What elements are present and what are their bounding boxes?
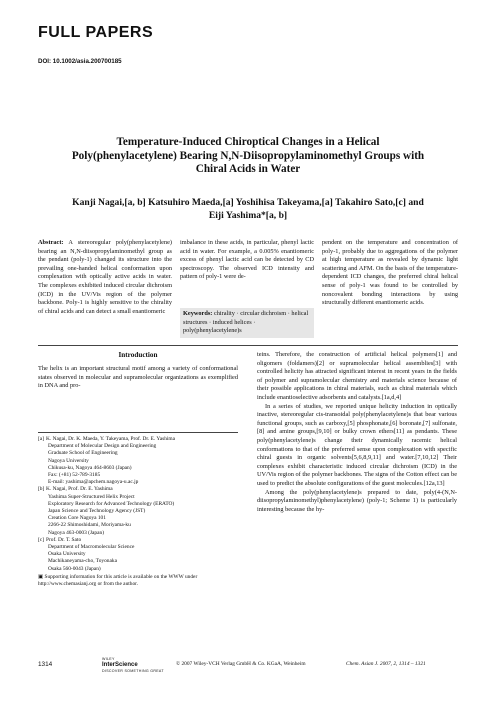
copyright: © 2007 Wiley-VCH Verlag GmbH & Co. KGaA, Weinheim	[176, 661, 306, 667]
affiliation-line: Nagoya University	[48, 457, 89, 464]
affiliation-line: Department of Molecular Design and Engineering	[48, 443, 157, 450]
affiliation-line: [b] K. Nagai, Prof. Dr. E. Yashima	[38, 486, 113, 493]
supporting-info[interactable]: ▣ Supporting information for this article is available on the WWW under http://www.chemasianj.org or from the author.	[38, 573, 198, 588]
affiliation-label: [b]	[38, 486, 45, 493]
publisher-tagline: DISCOVER SOMETHING GREAT	[102, 669, 164, 673]
doi[interactable]: DOI: 10.1002/asia.200700185	[38, 58, 122, 65]
authors-line-1: Kanji Nagai,[a, b] Katsuhiro Maeda,[a] Yoshihisa Takeyama,[a] Takahiro Sato,[c] and	[72, 197, 424, 208]
author-list	[40, 196, 456, 222]
title-line-3: Chiral Acids in Water	[195, 163, 301, 176]
abstract-column-1	[38, 239, 172, 316]
affiliation-label: [a]	[38, 436, 44, 442]
affiliation-line: Fax: (+81) 52-789-3185	[48, 472, 101, 479]
journal-citation: Chem. Asian J. 2007, 2, 1314 – 1321	[346, 661, 426, 667]
affiliation-line: Osaka 560-0043 (Japan)	[48, 565, 101, 572]
section-divider	[38, 345, 458, 346]
affiliation-line: Osaka University	[48, 551, 86, 558]
abstract-text-1: A stereoregular poly(phenylacetylene) bearing an N,N-diisopropylaminomethyl group as the pendant (poly-1) changed its structure into the prevailing one-handed helical conformation upon complexation with optically active acids in water. The complexes exhibited induced circular dichroism (ICD) in the UV/Vis region of the polymer backbone. Poly-1 is highly sensitive to the chirality of chiral acids and can detect a small enantiomeric	[38, 239, 172, 315]
affiliations	[38, 436, 238, 588]
introduction-text: The helix is an important structural motif among a variety of conformational states observed in molecular and supramolecular organizations as exemplified in DNA and pro-	[38, 365, 238, 390]
affiliation-line: Department of Macromolecular Science	[48, 544, 135, 551]
introduction-heading: Introduction	[118, 351, 158, 359]
affiliation-line: Chikusa-ku, Nagoya 464-8603 (Japan)	[48, 464, 132, 471]
publisher-logo	[102, 656, 164, 674]
affiliation-line: [a] K. Nagai, Dr. K. Maeda, Y. Takeyama, Prof. Dr. E. Yashima	[38, 436, 176, 442]
keywords-label: Keywords:	[183, 310, 213, 317]
paragraph-1: teins. Therefore, the construction of artificial helical polymers[1] and oligomers (foldamers)[2] or supramolecular helical assemblies[3] with controlled helicity has attracted significant interest in recent years in the fields of polymer and supramolecular chemistry and materials science because of their possible applications in chiral materials, such as chiral materials which include enantioselective adsorbents and catalysts.[1a,d,4]	[257, 351, 457, 401]
affiliation-line: Graduate School of Engineering	[48, 450, 118, 457]
publisher-logo-text: InterScience	[102, 662, 138, 668]
affiliation-label: [c]	[38, 536, 44, 543]
affiliation-line[interactable]: E-mail: yashima@apchem.nagoya-u.ac.jp	[48, 479, 139, 486]
paragraph-3: Among the poly(phenylacetylene)s prepared to date, poly(4-(N,N-diisopropylaminomethyl)phenylacetylene) (poly-1; Scheme 1) is particularly interesting because the hy-	[257, 488, 457, 513]
publisher-small: WILEY	[102, 657, 115, 661]
affiliation-line: 2266-22 Shimoshidami, Moriyama-ku	[48, 522, 131, 529]
title-line-1: Temperature-Induced Chiroptical Changes in a Helical	[116, 136, 380, 148]
affiliation-line: [c] Prof. Dr. T. Sato	[38, 536, 82, 543]
affiliation-divider	[38, 432, 238, 433]
main-text-column	[257, 351, 457, 514]
title-line-2: Poly(phenylacetylene) Bearing N,N-Diisopropylaminomethyl Groups with	[71, 149, 425, 162]
affiliation-line: Japan Science and Technology Agency (JST)	[48, 508, 146, 515]
abstract-column-2: imbalance in these acids, in particular, phenyl lactic acid in water. For example, a 0.005% enantiomeric excess of phenyl lactic acid can be detected by CD spectroscopy. The observed ICD intensity and pattern of poly-1 were de-	[180, 239, 314, 281]
affiliation-line: Exploratory Research for Advanced Technology (ERATO)	[48, 500, 175, 507]
abstract-column-3: pendent on the temperature and concentration of poly-1, probably due to aggregations of the polymer at high temperature as revealed by dynamic light scattering and AFM. On the basis of the temperature-dependent ICD changes, the preferred chiral helical sense of poly-1 was found to be controlled by noncovalent bonding interactions by using structurally different enantiomeric acids.	[322, 239, 458, 307]
paragraph-2: In a series of studies, we reported unique helicity induction in optically inactive, stereoregular cis-transoidal poly(phenylacetylene)s that bear various functional groups, such as carboxy,[5] phosphonate,[6] boronate,[7] sulfonate,[8] and amine groups,[9,10] or bulky crown ethers[11] as pendants. These poly(phenylacetylene)s change their dynamically racemic helical conformations to that of the preferred sense upon complexation with specific chiral guests in organic solvents[5,6,8,9,11] and water.[7,10,12] Their complexes exhibit characteristic induced circular dichroism (ICD) in the UV/Vis region of the polymer backbones. The signs of the Cotton effect can be used to predict the absolute configurations of the guest molecules.[12a,13]	[257, 402, 457, 487]
section-label: FULL PAPERS	[38, 24, 154, 41]
authors-line-2: Eiji Yashima*[a, b]	[208, 210, 288, 221]
affiliation-line: Creation Core Nagoya 101	[48, 515, 106, 522]
affiliation-line: Nagoya 463-0003 (Japan)	[48, 529, 104, 536]
page-number: 1314	[38, 661, 53, 668]
keywords-text: chirality · circular dichroism · helical structures · induced helices · poly(phenylacetylene)s	[183, 310, 309, 335]
article-title	[40, 136, 456, 177]
keywords-box	[180, 308, 314, 338]
affiliation-line: Yashima Super-Structured Helix Project	[48, 493, 135, 500]
affiliation-line: Machikaneyama-cho, Toyonaka	[48, 558, 117, 565]
abstract-label: Abstract:	[38, 239, 64, 246]
